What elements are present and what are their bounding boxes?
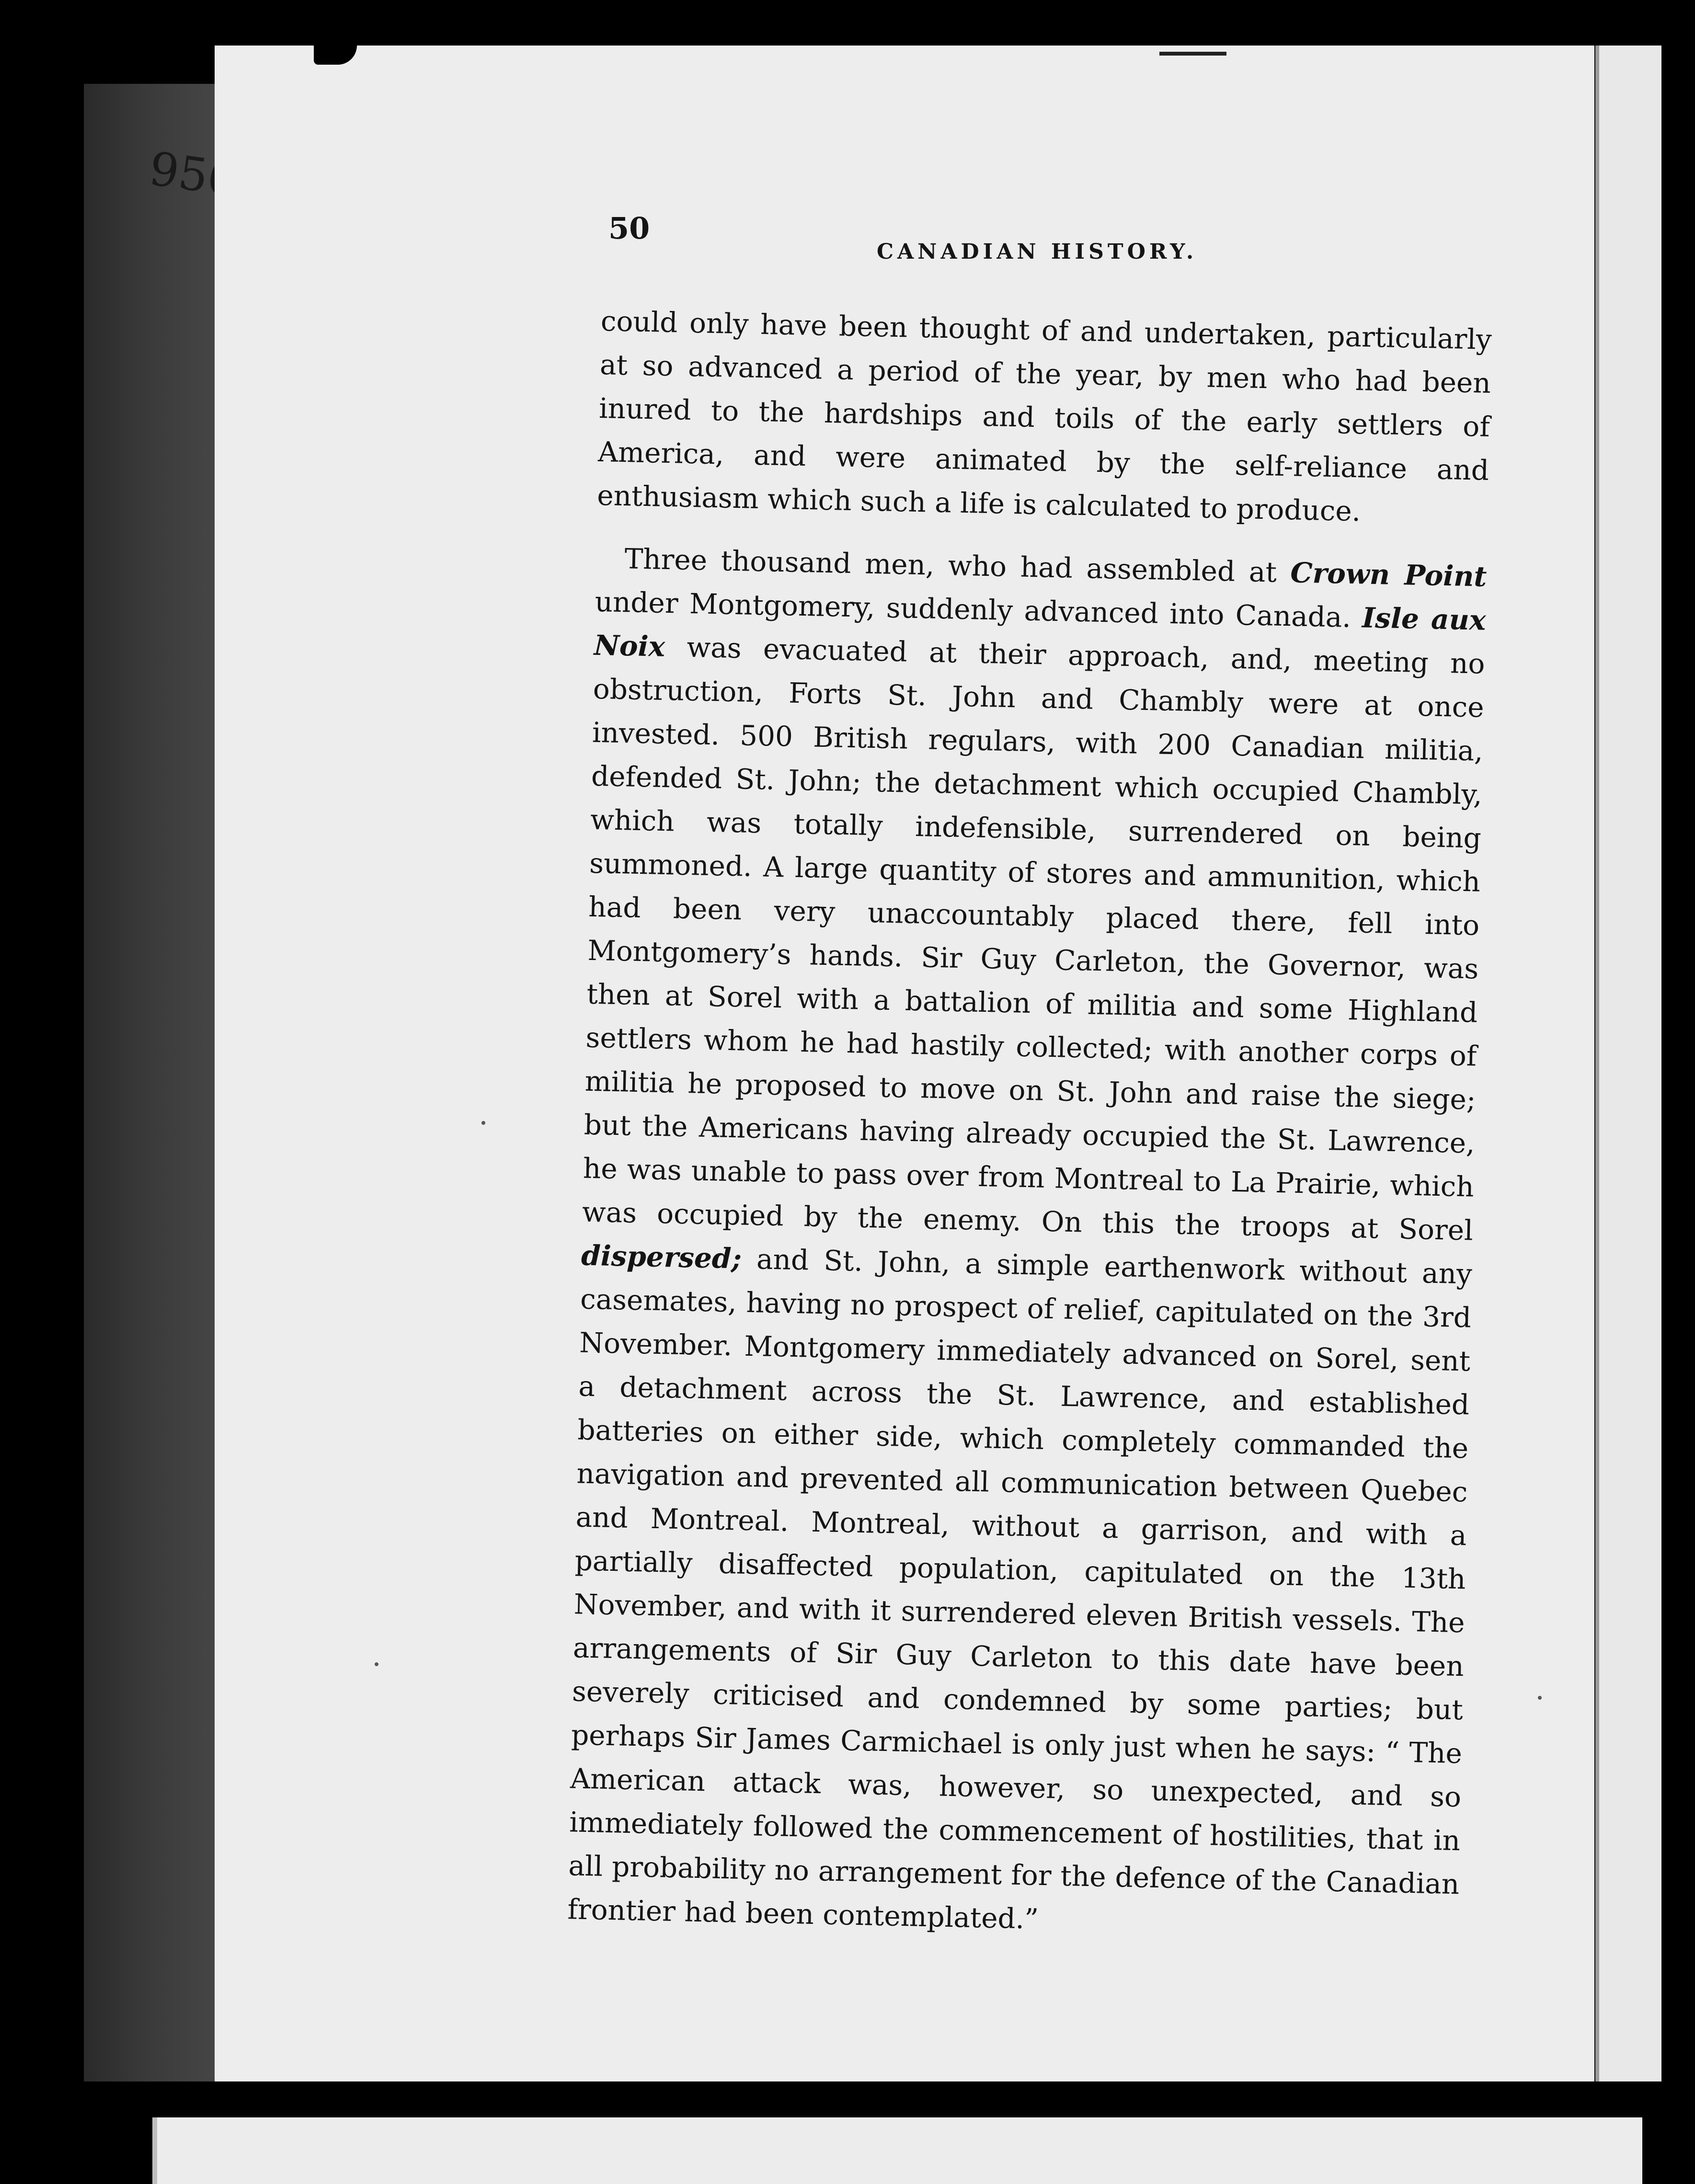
paragraph-2 [567,537,1488,1950]
speck [481,1121,485,1125]
running-head: CANADIAN HISTORY. [877,240,1198,264]
emphasis-dispersed: dispersed; [581,1239,742,1275]
place-name-crown-point: Crown Point [1290,556,1487,593]
paragraph-2-text-a: Three thousand men, who had assembled at [624,542,1291,589]
lower-page-edge [152,2117,1642,2184]
call-number-text: 956 [146,141,241,207]
body-text [567,299,1492,1969]
paragraph-2-text-c: was evacuated at their approach, and, meeting no obstruction, Forts St. John and Chambly were at once invested. 500 British regulars, with 200 Canadian militia, defended St. John; the detachment which occupied Chambly, which was totally indefensible, surrendered on being summoned. A large quantity of stores and ammunition, which had been very unaccountably placed there, fell into Montgomery’s hands. Sir Guy Carleton, the Governor, was then at Sorel with a battalion of militia and some Highland settlers whom he had hastily collected; with another corps of militia he proposed to move on St. John and raise the siege; but the Americans having already occupied the St. Lawrence, he was unable to pass over from Montreal to La Prairie, which was occupied by the enemy. On this the troops at Sorel [582,630,1486,1247]
page-number: 50 [608,211,650,246]
next-page-edge [1599,46,1661,2081]
paragraph-2-text-b: under Montgomery, suddenly advanced into Canada. [595,585,1363,634]
paragraph-2-text-d: and St. John, a simple earthenwork without any casemates, having no prospect of relief, capitulated on the 3rd November. Montgomery immediately advanced on Sorel, sent a detachment across the St. Lawrence, and established batteries on either side, which completely commanded the navigation and prevented all communication between Quebec and Montreal. Montreal, without a garrison, and with a partially disaffected population, capitulated on the 13th November, and with it surrendered eleven British vessels. The arrangements of Sir Guy Carleton to this date have been severely criticised and condemned by some parties; but perhaps Sir James Carmichael is only just when he says: “ The American attack was, however, so unexpected, and so immediately followed the commencement of hostilities, that in all probability no arrangement for the defence of the Canadian frontier had been contemplated.” [567,1242,1473,1935]
page-fold-shadow [1595,46,1599,2081]
speck [1538,1696,1542,1700]
speck [375,1662,378,1666]
paragraph-1: could only have been thought of and undertaken, particularly at so advanced a period of the year, by men who had been inured to the hardships and toils of the early settlers of America, and were animated by the self-reliance and enthusiasm which such a life is calculated to produce. [596,304,1492,528]
place-name-isle-aux-noix: Isle aux Noix [594,601,1487,663]
ink-mark [1159,52,1226,56]
